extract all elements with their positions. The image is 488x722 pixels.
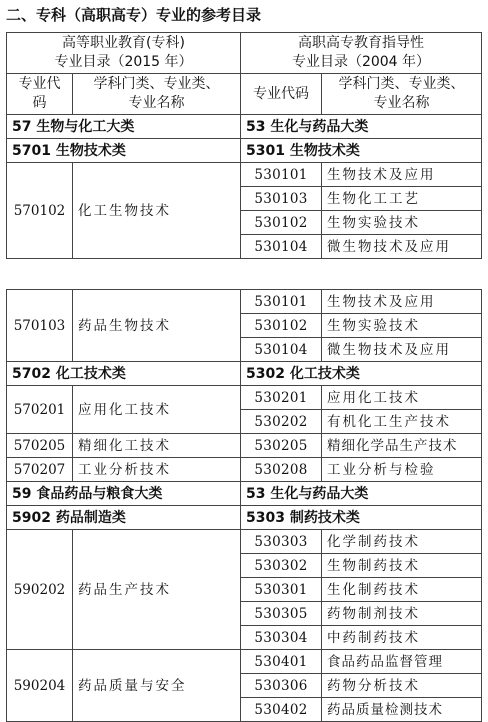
right-name: 生物技术及应用 xyxy=(322,290,482,314)
category-left: 57 生物与化工大类 xyxy=(7,115,241,139)
right-code: 530301 xyxy=(241,578,322,602)
header-right-name xyxy=(322,74,482,115)
subcategory-right: 5301 生物技术类 xyxy=(241,139,482,163)
subcategory-right: 5303 制药技术类 xyxy=(241,506,482,530)
header-left-title xyxy=(7,33,241,74)
right-name: 药物制剂技术 xyxy=(322,602,482,626)
right-name: 生物实验技术 xyxy=(322,314,482,338)
header-right-title-line2: 专业目录（2004 年） xyxy=(291,54,431,70)
left-code: 590204 xyxy=(7,650,73,722)
right-code: 530402 xyxy=(241,698,322,722)
header-right-name-line1: 学科门类、专业类、 xyxy=(338,76,465,92)
subcategory-row xyxy=(7,362,482,386)
right-name: 生物实验技术 xyxy=(322,211,482,235)
section-heading: 二、专科（高职高专）专业的参考目录 xyxy=(6,6,262,24)
left-name: 药品生产技术 xyxy=(73,530,241,650)
left-code: 590202 xyxy=(7,530,73,650)
right-name: 化学制药技术 xyxy=(322,530,482,554)
left-code: 570207 xyxy=(7,458,73,482)
left-code: 570102 xyxy=(7,163,73,259)
subcategory-row xyxy=(7,506,482,530)
right-code: 530104 xyxy=(241,235,322,259)
right-code: 530101 xyxy=(241,163,322,187)
right-name: 食品药品监督管理 xyxy=(322,650,482,674)
table-row xyxy=(7,163,482,187)
right-code: 530306 xyxy=(241,674,322,698)
subcategory-left: 5702 化工技术类 xyxy=(7,362,241,386)
header-left-code-line1: 专业代 xyxy=(18,76,61,92)
category-row xyxy=(7,115,482,139)
right-code: 530208 xyxy=(241,458,322,482)
right-name: 生物技术及应用 xyxy=(322,163,482,187)
left-name: 工业分析技术 xyxy=(73,458,241,482)
table-row xyxy=(7,530,482,554)
right-name: 生物化工工艺 xyxy=(322,187,482,211)
left-name: 药品生物技术 xyxy=(73,290,241,362)
right-code: 530202 xyxy=(241,410,322,434)
header-left-code-line2: 码 xyxy=(32,95,47,111)
header-left-code xyxy=(7,74,73,115)
category-row xyxy=(7,482,482,506)
right-code: 530305 xyxy=(241,602,322,626)
left-name: 药品质量与安全 xyxy=(73,650,241,722)
category-right: 53 生化与药品大类 xyxy=(241,482,482,506)
header-left-title-line2: 专业目录（2015 年） xyxy=(54,54,193,70)
right-name: 微生物技术及应用 xyxy=(322,338,482,362)
right-name: 微生物技术及应用 xyxy=(322,235,482,259)
right-code: 530302 xyxy=(241,554,322,578)
right-name: 生化制药技术 xyxy=(322,578,482,602)
right-code: 530101 xyxy=(241,290,322,314)
right-code: 530104 xyxy=(241,338,322,362)
table-row xyxy=(7,458,482,482)
header-left-name-line1: 学科门类、专业类、 xyxy=(93,76,220,92)
subcategory-right: 5302 化工技术类 xyxy=(241,362,482,386)
table-row xyxy=(7,386,482,410)
table-row xyxy=(7,290,482,314)
right-code: 530102 xyxy=(241,211,322,235)
right-code: 530205 xyxy=(241,434,322,458)
header-left-name xyxy=(73,74,241,115)
right-code: 530201 xyxy=(241,386,322,410)
catalog-table-part-2 xyxy=(6,289,482,722)
left-name: 应用化工技术 xyxy=(73,386,241,434)
subcategory-left: 5902 药品制造类 xyxy=(7,506,241,530)
table-row xyxy=(7,434,482,458)
right-name: 工业分析与检验 xyxy=(322,458,482,482)
left-name: 精细化工技术 xyxy=(73,434,241,458)
right-code: 530102 xyxy=(241,314,322,338)
right-code: 530401 xyxy=(241,650,322,674)
category-right: 53 生化与药品大类 xyxy=(241,115,482,139)
right-code: 530303 xyxy=(241,530,322,554)
right-code: 530103 xyxy=(241,187,322,211)
right-name: 有机化工生产技术 xyxy=(322,410,482,434)
right-code: 530304 xyxy=(241,626,322,650)
right-name: 中药制药技术 xyxy=(322,626,482,650)
catalog-table-part-1 xyxy=(6,32,482,259)
subcategory-left: 5701 生物技术类 xyxy=(7,139,241,163)
table-row xyxy=(7,650,482,674)
header-left-title-line1: 高等职业教育(专科) xyxy=(62,35,185,51)
header-right-title xyxy=(241,33,482,74)
right-name: 应用化工技术 xyxy=(322,386,482,410)
left-name: 化工生物技术 xyxy=(73,163,241,259)
header-row-titles xyxy=(7,33,482,74)
header-row-columns xyxy=(7,74,482,115)
right-name: 精细化学品生产技术 xyxy=(322,434,482,458)
left-code: 570205 xyxy=(7,434,73,458)
header-right-title-line1: 高职高专教育指导性 xyxy=(298,35,424,51)
right-name: 生物制药技术 xyxy=(322,554,482,578)
header-right-code: 专业代码 xyxy=(241,74,322,115)
subcategory-row xyxy=(7,139,482,163)
left-code: 570103 xyxy=(7,290,73,362)
category-left: 59 食品药品与粮食大类 xyxy=(7,482,241,506)
header-left-name-line2: 专业名称 xyxy=(128,95,185,111)
right-name: 药物分析技术 xyxy=(322,674,482,698)
header-right-name-line2: 专业名称 xyxy=(373,95,430,111)
right-name: 药品质量检测技术 xyxy=(322,698,482,722)
left-code: 570201 xyxy=(7,386,73,434)
